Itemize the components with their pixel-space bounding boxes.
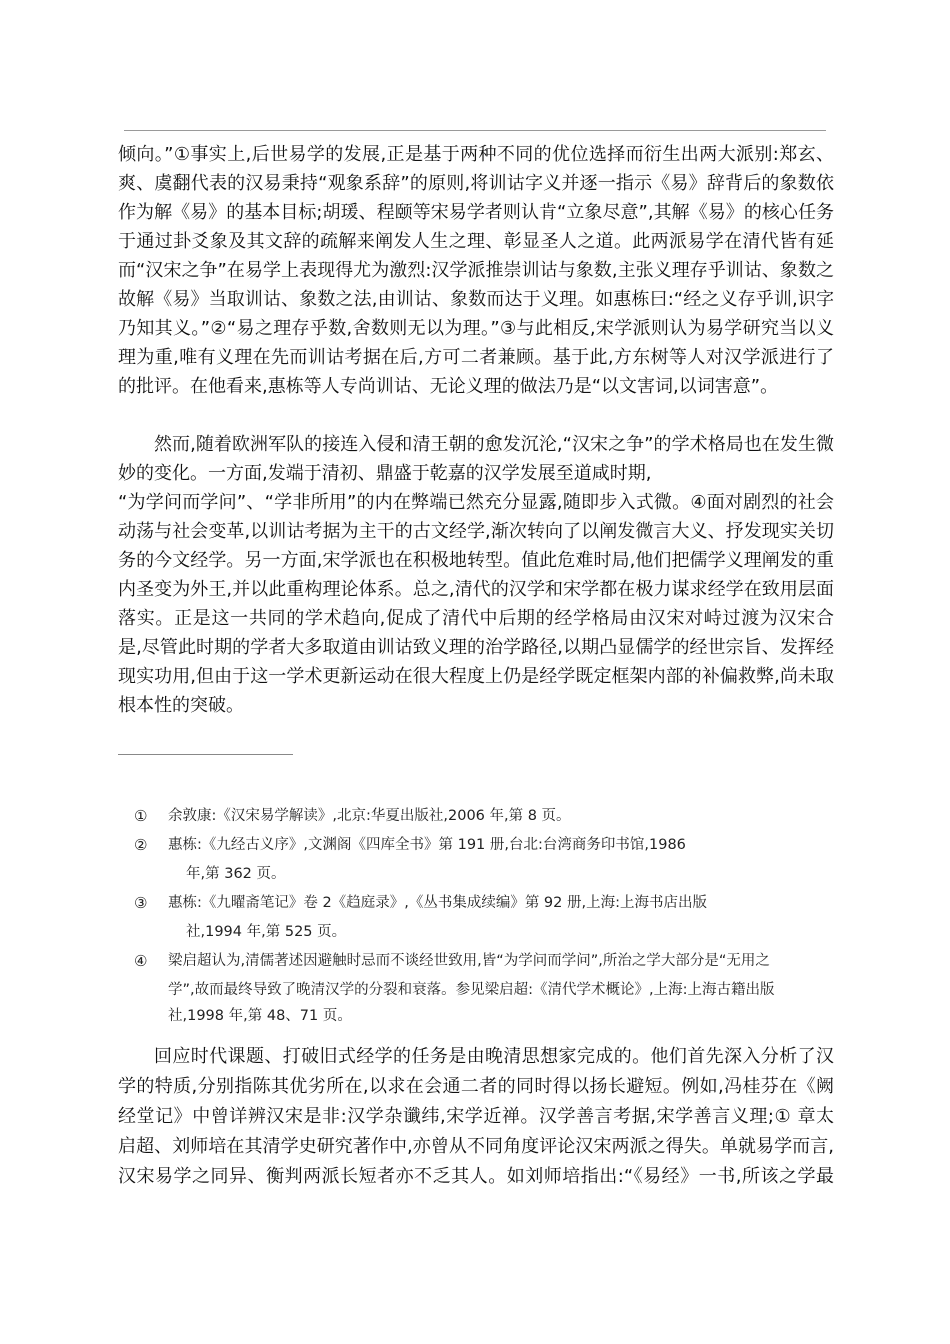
footnote-text: 社,1994 年,第 525 页。 — [186, 924, 347, 940]
footnote-text: 梁启超认为,清儒著述因避触时忌而不谈经世致用,皆“为学问而学问”,所治之学大部分是“无用之 — [168, 953, 770, 969]
text-line: 经堂记》中曾详辨汉宋是非:汉学杂谶纬,宋学近禅。汉学善言考据,宋学善言义理;① 章太 — [118, 1106, 834, 1127]
text-line-indented: 回应时代课题、打破旧式经学的任务是由晚清思想家完成的。他们首先深入分析了汉 — [154, 1046, 834, 1067]
text-line: 动荡与社会变革,以训诂考据为主干的古文经学,渐次转向了以阐发微言大义、抒发现实关切 — [118, 521, 834, 542]
text-line: 内圣变为外王,并以此重构理论体系。总之,清代的汉学和宋学都在极力谋求经学在致用层面 — [118, 579, 834, 600]
text-line: 落实。正是这一共同的学术趋向,促成了清代中后期的经学格局由汉宋对峙过渡为汉宋合 — [118, 608, 834, 629]
footnote-text: 年,第 362 页。 — [186, 866, 286, 882]
text-line: 乃知其义。”②“易之理存乎数,舍数则无以为理。”③与此相反,宋学派则认为易学研究当以义 — [118, 318, 834, 339]
text-line: 务的今文经学。另一方面,宋学派也在积极地转型。值此危难时局,他们把儒学义理阐发的重 — [118, 550, 834, 571]
text-line: 现实功用,但由于这一学术更新运动在很大程度上仍是经学既定框架内部的补偏救弊,尚未取 — [118, 666, 834, 687]
text-line: 根本性的突破。 — [118, 695, 244, 716]
text-line: “为学问而学问”、“学非所用”的内在弊端已然充分显露,随即步入式微。④面对剧烈的社会 — [118, 492, 834, 513]
text-line: 是,尽管此时期的学者大多取道由训诂致义理的治学路径,以期凸显儒学的经世宗旨、发挥经 — [118, 637, 834, 658]
text-line: 而“汉宋之争”在易学上表现得尤为激烈:汉学派推崇训诂与象数,主张义理存乎训诂、象数之 — [118, 260, 834, 281]
text-line: 于通过卦爻象及其文辞的疏解来阐发人生之理、彰显圣人之道。此两派易学在清代皆有延 — [118, 231, 834, 252]
footnote-separator — [118, 754, 293, 755]
text-line: 爽、虞翻代表的汉易秉持“观象系辞”的原则,将训诂字义并逐一指示《易》辞背后的象数依 — [118, 173, 834, 194]
text-line: 妙的变化。一方面,发端于清初、鼎盛于乾嘉的汉学发展至道咸时期, — [118, 463, 652, 484]
text-line-indented: 然而,随着欧洲军队的接连入侵和清王朝的愈发沉沦,“汉宋之争”的学术格局也在发生微 — [154, 434, 834, 455]
footnote-marker: ④ — [134, 952, 148, 970]
text-line: 理为重,唯有义理在先而训诂考据在后,方可二者兼顾。基于此,方东树等人对汉学派进行了 — [118, 347, 834, 368]
footnote-text: 社,1998 年,第 48、71 页。 — [168, 1008, 352, 1024]
footnote-marker: ② — [134, 836, 148, 854]
footnote-text: 惠栋:《九经古义序》,文渊阁《四库全书》第 191 册,台北:台湾商务印书馆,1986 — [168, 837, 686, 853]
text-line: 启超、刘师培在其清学史研究著作中,亦曾从不同角度评论汉宋两派之得失。单就易学而言, — [118, 1136, 834, 1157]
header-rule — [124, 130, 826, 131]
footnote-text: 惠栋:《九曜斋笔记》卷 2《趋庭录》,《丛书集成续编》第 92 册,上海:上海书店出版 — [168, 895, 707, 911]
text-line: 故解《易》当取训诂、象数之法,由训诂、象数而达于义理。如惠栋曰:“经之义存乎训,识字 — [118, 289, 834, 310]
text-line: 汉宋易学之同异、衡判两派长短者亦不乏其人。如刘师培指出:“《易经》一书,所该之学最 — [118, 1166, 834, 1187]
footnote-marker: ③ — [134, 894, 148, 912]
text-line: 倾向。”①事实上,后世易学的发展,正是基于两种不同的优位选择而衍生出两大派别:郑玄、 — [118, 144, 834, 165]
footnote-text: 余敦康:《汉宋易学解读》,北京:华夏出版社,2006 年,第 8 页。 — [168, 808, 571, 824]
footnote-text: 学”,故而最终导致了晚清汉学的分裂和衰落。参见梁启超:《清代学术概论》,上海:上海古籍出版 — [168, 982, 775, 998]
footnote-marker: ① — [134, 807, 148, 825]
text-line: 学的特质,分别指陈其优劣所在,以求在会通二者的同时得以扬长避短。例如,冯桂芬在《阙 — [118, 1076, 834, 1097]
text-line: 的批评。在他看来,惠栋等人专尚训诂、无论义理的做法乃是“以文害词,以词害意”。 — [118, 376, 779, 397]
text-line: 作为解《易》的基本目标;胡瑗、程颐等宋易学者则认肯“立象尽意”,其解《易》的核心任务 — [118, 202, 834, 223]
